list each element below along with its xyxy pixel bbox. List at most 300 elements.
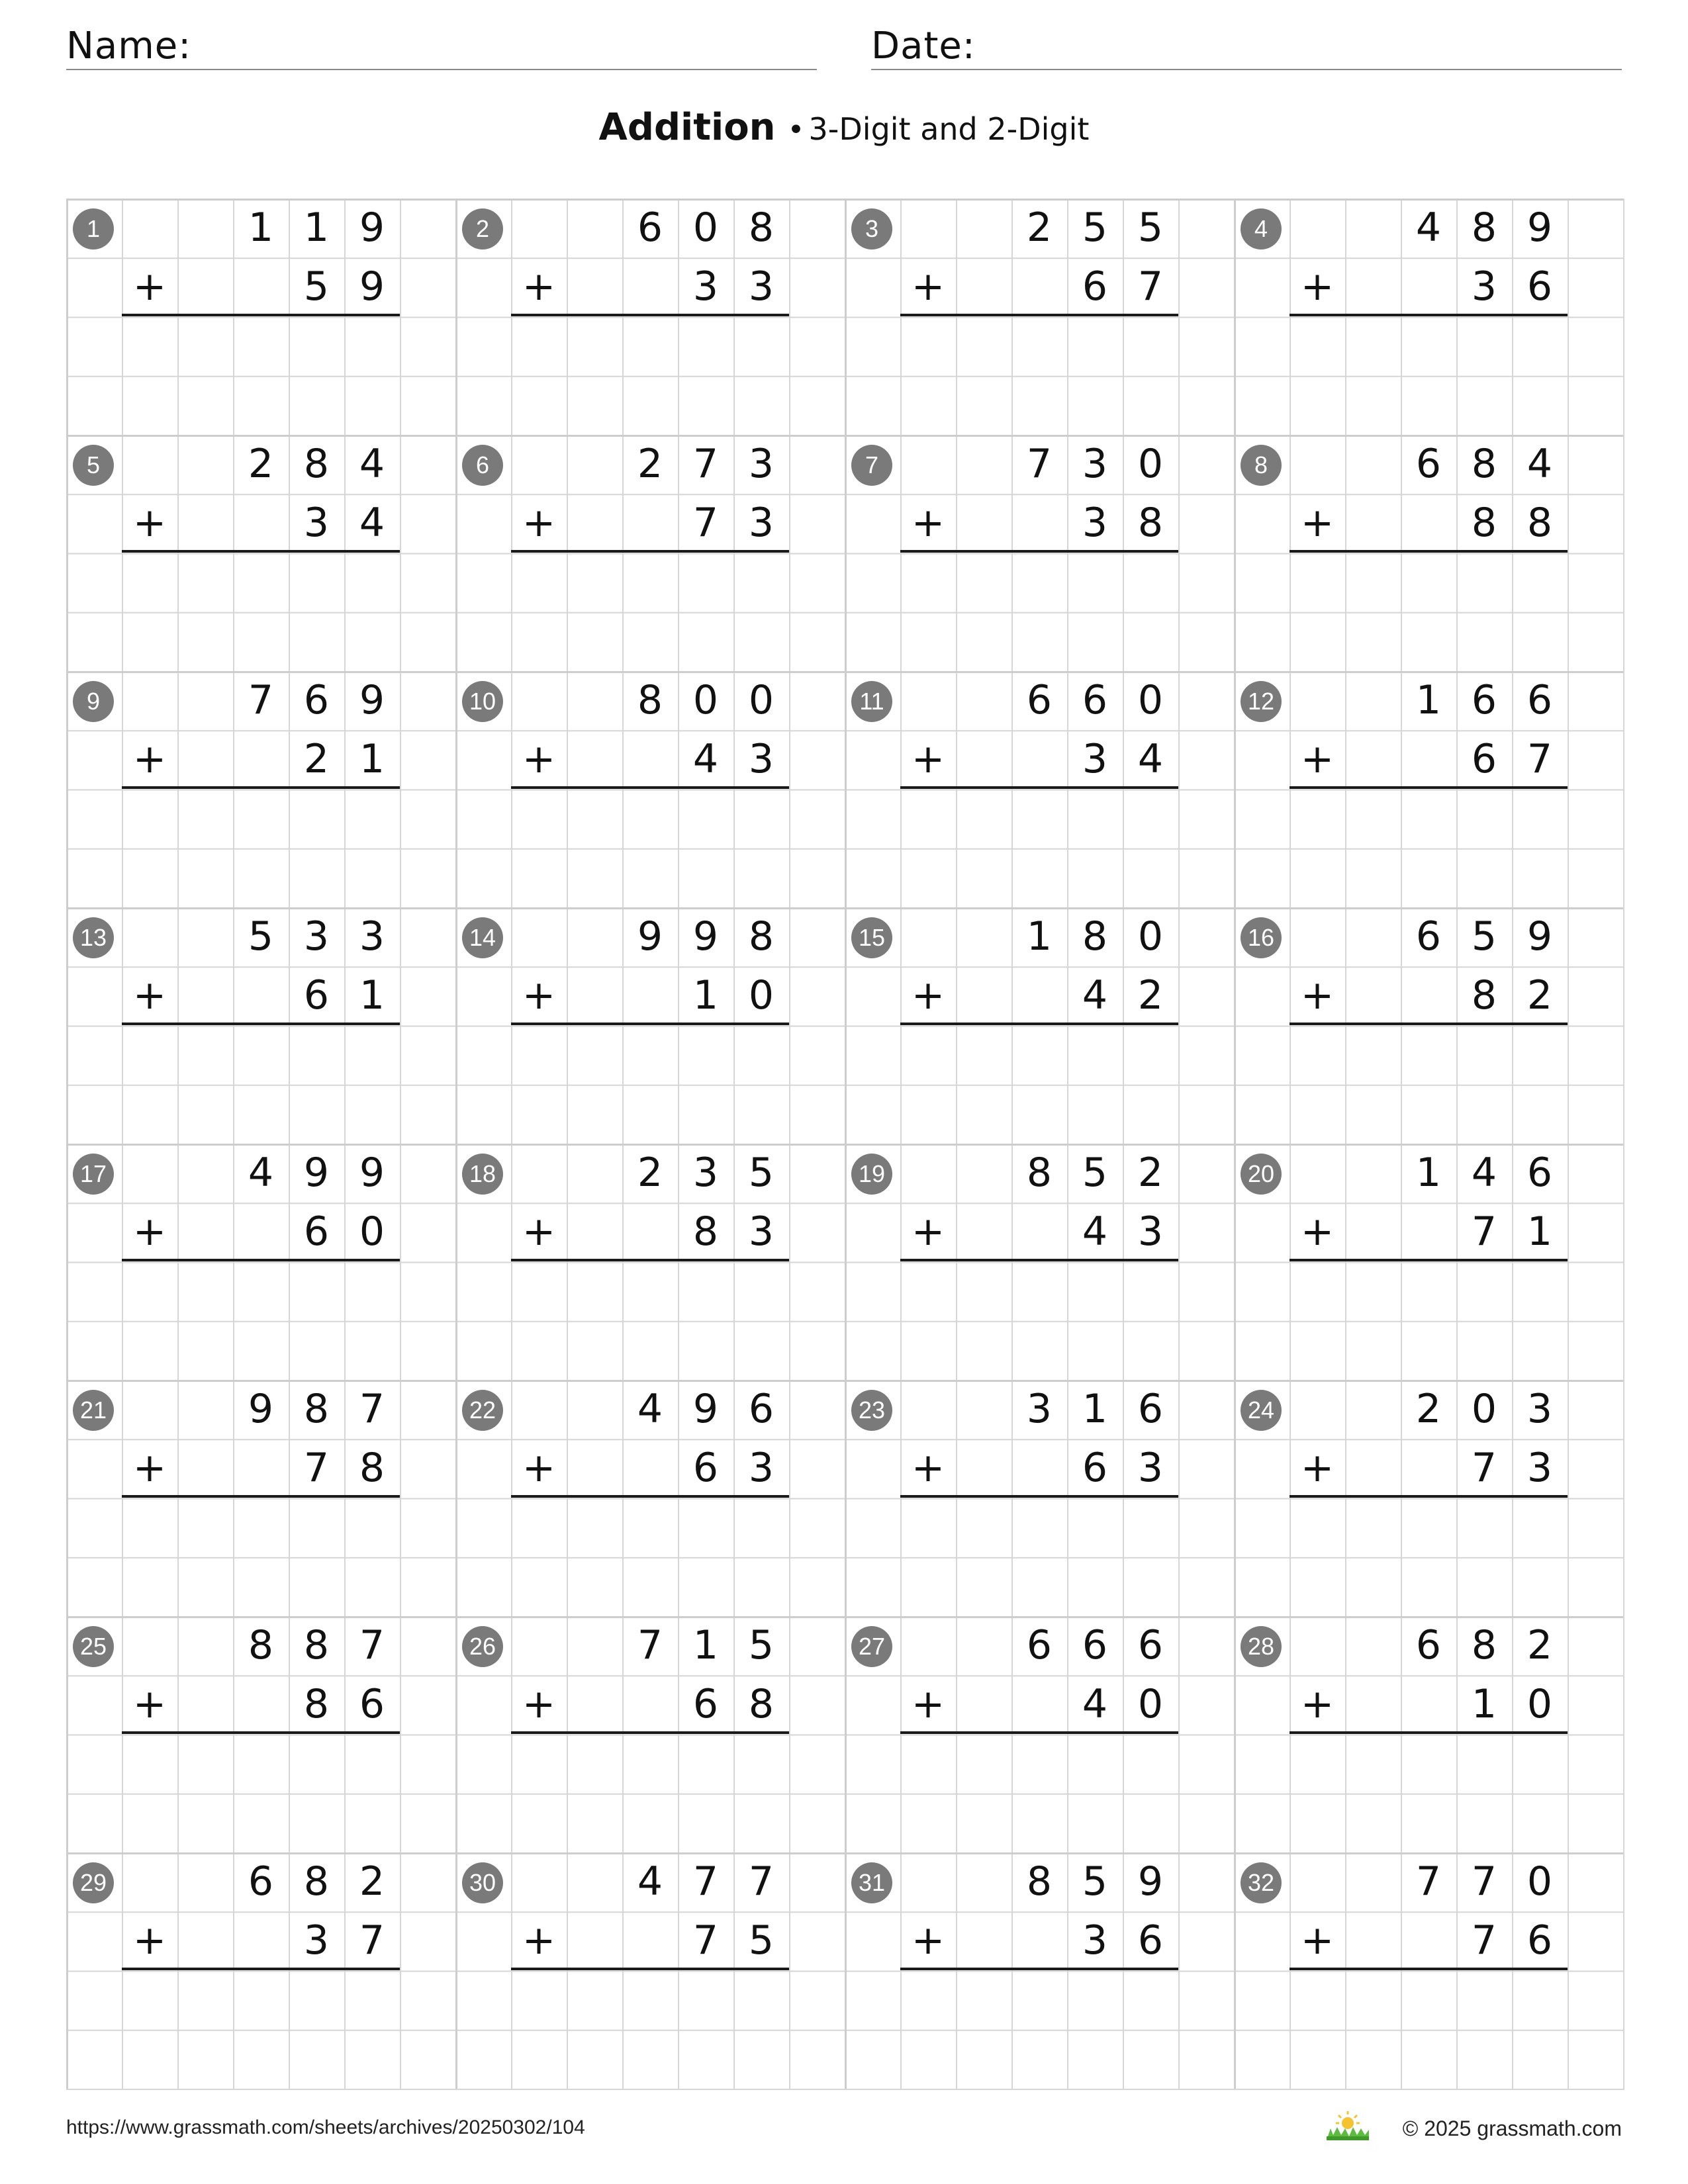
- top-digit: 4: [1415, 205, 1442, 251]
- bottom-digit: 7: [1526, 736, 1553, 783]
- problem-number-badge: 3: [851, 208, 892, 250]
- problem-block: [845, 199, 1234, 435]
- answer-line: [122, 1495, 400, 1498]
- top-digit: 8: [748, 205, 774, 251]
- bottom-digit: 3: [1471, 263, 1497, 310]
- plus-sign: +: [522, 500, 556, 546]
- answer-area[interactable]: [1289, 1971, 1568, 2030]
- problem-block: [1234, 1616, 1623, 1852]
- plus-sign: +: [132, 972, 167, 1019]
- top-digit: 8: [303, 1622, 330, 1668]
- top-digit: 6: [1415, 1622, 1442, 1668]
- answer-line: [1289, 1259, 1568, 1261]
- bottom-digit: 5: [303, 263, 330, 310]
- top-digit: 5: [248, 913, 274, 960]
- top-digit: 5: [748, 1622, 774, 1668]
- answer-area[interactable]: [900, 1498, 1178, 1557]
- problem-number-badge: 10: [462, 681, 503, 722]
- top-digit: 2: [1526, 1622, 1553, 1668]
- answer-area[interactable]: [122, 1971, 400, 2030]
- top-digit: 0: [692, 205, 719, 251]
- bottom-digit: 3: [1082, 500, 1108, 547]
- top-digit: 7: [748, 1858, 774, 1905]
- top-digit: 4: [248, 1150, 274, 1196]
- top-digit: 9: [1137, 1858, 1164, 1905]
- answer-area[interactable]: [122, 317, 400, 376]
- plus-sign: +: [522, 736, 556, 782]
- top-digit: 6: [748, 1386, 774, 1432]
- problem-block: [66, 671, 455, 907]
- top-digit: 2: [1415, 1386, 1442, 1432]
- top-digit: 3: [1026, 1386, 1053, 1432]
- problem-block: [455, 435, 845, 671]
- answer-line: [511, 1259, 789, 1261]
- answer-line: [122, 786, 400, 789]
- problem-block: [455, 907, 845, 1144]
- answer-line: [1289, 1023, 1568, 1025]
- answer-area[interactable]: [511, 1262, 789, 1321]
- top-digit: 9: [1526, 205, 1553, 251]
- problem-block: [66, 435, 455, 671]
- answer-area[interactable]: [511, 1735, 789, 1794]
- answer-line: [511, 550, 789, 553]
- problem-block: [845, 1380, 1234, 1616]
- top-digit: 6: [1526, 677, 1553, 723]
- bottom-digit: 1: [359, 972, 385, 1019]
- problem-number-badge: 16: [1241, 917, 1282, 958]
- plus-sign: +: [911, 500, 945, 546]
- bottom-digit: 7: [1471, 1917, 1497, 1964]
- answer-line: [1289, 1968, 1568, 1970]
- bottom-digit: 2: [1526, 972, 1553, 1019]
- top-digit: 7: [1026, 441, 1053, 487]
- bottom-digit: 6: [692, 1681, 719, 1728]
- problem-number-badge: 32: [1241, 1862, 1282, 1903]
- top-digit: 6: [1082, 1622, 1108, 1668]
- top-digit: 5: [1082, 1150, 1108, 1196]
- worksheet-title: [0, 106, 1688, 149]
- answer-area[interactable]: [900, 317, 1178, 376]
- problem-number-badge: 13: [73, 917, 114, 958]
- top-digit: 0: [748, 677, 774, 723]
- bottom-digit: 1: [692, 972, 719, 1019]
- problem-block: [455, 671, 845, 907]
- answer-line: [900, 550, 1178, 553]
- title-subtitle: 3-Digit and 2-Digit: [808, 111, 1090, 147]
- bottom-digit: 6: [1082, 1445, 1108, 1492]
- top-digit: 9: [359, 205, 385, 251]
- bottom-digit: 1: [359, 736, 385, 783]
- top-digit: 8: [303, 441, 330, 487]
- top-digit: 5: [1137, 205, 1164, 251]
- top-digit: 0: [692, 677, 719, 723]
- answer-area[interactable]: [511, 317, 789, 376]
- problem-block: [1234, 1144, 1623, 1380]
- bottom-digit: 6: [692, 1445, 719, 1492]
- answer-area[interactable]: [900, 1735, 1178, 1794]
- answer-area[interactable]: [1289, 1498, 1568, 1557]
- answer-area[interactable]: [122, 1026, 400, 1085]
- bottom-digit: 8: [359, 1445, 385, 1492]
- problem-block: [845, 435, 1234, 671]
- bottom-digit: 5: [748, 1917, 774, 1964]
- problem-number-badge: 9: [73, 681, 114, 722]
- answer-area[interactable]: [900, 1262, 1178, 1321]
- bottom-digit: 3: [748, 736, 774, 783]
- problem-block: [845, 671, 1234, 907]
- problem-number-badge: 28: [1241, 1626, 1282, 1667]
- top-digit: 6: [1415, 913, 1442, 960]
- problem-number-badge: 6: [462, 445, 503, 486]
- bottom-digit: 3: [748, 263, 774, 310]
- answer-line: [122, 1731, 400, 1734]
- top-digit: 3: [359, 913, 385, 960]
- bottom-digit: 0: [1137, 1681, 1164, 1728]
- plus-sign: +: [132, 736, 167, 782]
- answer-area[interactable]: [1289, 553, 1568, 612]
- problem-number-badge: 23: [851, 1390, 892, 1431]
- problem-number-badge: 30: [462, 1862, 503, 1903]
- bottom-digit: 7: [692, 500, 719, 547]
- bottom-digit: 6: [1137, 1917, 1164, 1964]
- bottom-digit: 0: [1526, 1681, 1553, 1728]
- top-digit: 6: [637, 205, 663, 251]
- answer-line: [1289, 314, 1568, 316]
- problem-number-badge: 20: [1241, 1154, 1282, 1195]
- problem-number-badge: 18: [462, 1154, 503, 1195]
- top-digit: 8: [1026, 1150, 1053, 1196]
- plus-sign: +: [522, 1917, 556, 1964]
- top-digit: 8: [303, 1386, 330, 1432]
- bottom-digit: 3: [1526, 1445, 1553, 1492]
- plus-sign: +: [911, 263, 945, 310]
- top-digit: 6: [1026, 1622, 1053, 1668]
- answer-area[interactable]: [511, 790, 789, 848]
- name-field[interactable]: [66, 12, 817, 70]
- bottom-digit: 8: [303, 1681, 330, 1728]
- top-digit: 2: [637, 1150, 663, 1196]
- problem-number-badge: 26: [462, 1626, 503, 1667]
- answer-line: [1289, 786, 1568, 789]
- top-digit: 7: [248, 677, 274, 723]
- problem-number-badge: 1: [73, 208, 114, 250]
- bottom-digit: 7: [1137, 263, 1164, 310]
- answer-line: [900, 1023, 1178, 1025]
- bottom-digit: 4: [1137, 736, 1164, 783]
- bottom-digit: 8: [1471, 500, 1497, 547]
- answer-area[interactable]: [122, 1262, 400, 1321]
- answer-line: [1289, 550, 1568, 553]
- problem-block: [845, 1144, 1234, 1380]
- problem-number-badge: 12: [1241, 681, 1282, 722]
- bottom-digit: 3: [1082, 736, 1108, 783]
- top-digit: 8: [1471, 205, 1497, 251]
- answer-line: [122, 314, 400, 316]
- answer-area[interactable]: [1289, 790, 1568, 848]
- answer-area[interactable]: [511, 553, 789, 612]
- plus-sign: +: [132, 500, 167, 546]
- top-digit: 7: [1415, 1858, 1442, 1905]
- answer-area[interactable]: [511, 1026, 789, 1085]
- bottom-digit: 0: [748, 972, 774, 1019]
- title-main: Addition: [598, 106, 776, 149]
- problem-block: [845, 907, 1234, 1144]
- bottom-digit: 3: [1137, 1445, 1164, 1492]
- top-digit: 9: [1526, 913, 1553, 960]
- problem-block: [1234, 671, 1623, 907]
- footer-copyright: © 2025 grassmath.com: [1402, 2116, 1622, 2140]
- problem-block: [1234, 907, 1623, 1144]
- answer-area[interactable]: [122, 790, 400, 848]
- bottom-digit: 6: [303, 972, 330, 1019]
- answer-line: [511, 1495, 789, 1498]
- answer-area[interactable]: [900, 553, 1178, 612]
- problem-number-badge: 14: [462, 917, 503, 958]
- top-digit: 8: [248, 1622, 274, 1668]
- title-separator: •: [787, 113, 805, 147]
- problem-block: [1234, 1852, 1623, 2089]
- top-digit: 9: [359, 677, 385, 723]
- bottom-digit: 8: [1137, 500, 1164, 547]
- bottom-digit: 3: [1137, 1208, 1164, 1255]
- answer-line: [122, 550, 400, 553]
- date-field[interactable]: [871, 12, 1622, 70]
- problem-number-badge: 7: [851, 445, 892, 486]
- bottom-digit: 3: [748, 1208, 774, 1255]
- top-digit: 0: [1137, 441, 1164, 487]
- problem-block: [455, 1852, 845, 2089]
- top-digit: 8: [1471, 441, 1497, 487]
- bottom-digit: 8: [1471, 972, 1497, 1019]
- top-digit: 2: [1137, 1150, 1164, 1196]
- problem-block: [66, 1144, 455, 1380]
- answer-area[interactable]: [1289, 1735, 1568, 1794]
- problem-number-badge: 22: [462, 1390, 503, 1431]
- problem-block: [66, 1616, 455, 1852]
- bottom-digit: 6: [1471, 736, 1497, 783]
- top-digit: 4: [637, 1386, 663, 1432]
- answer-line: [511, 1731, 789, 1734]
- problem-block: [455, 1144, 845, 1380]
- bottom-digit: 4: [1082, 1208, 1108, 1255]
- answer-area[interactable]: [900, 790, 1178, 848]
- problem-number-badge: 4: [1241, 208, 1282, 250]
- answer-line: [122, 1968, 400, 1970]
- problem-number-badge: 2: [462, 208, 503, 250]
- plus-sign: +: [132, 263, 167, 310]
- top-digit: 9: [692, 913, 719, 960]
- plus-sign: +: [522, 1208, 556, 1255]
- bottom-digit: 9: [359, 263, 385, 310]
- plus-sign: +: [1300, 972, 1335, 1019]
- plus-sign: +: [911, 1208, 945, 1255]
- bottom-digit: 7: [359, 1917, 385, 1964]
- top-digit: 3: [748, 441, 774, 487]
- problem-block: [66, 199, 455, 435]
- plus-sign: +: [1300, 1917, 1335, 1964]
- answer-line: [900, 1731, 1178, 1734]
- top-digit: 9: [248, 1386, 274, 1432]
- answer-area[interactable]: [511, 1498, 789, 1557]
- answer-line: [900, 786, 1178, 789]
- plus-sign: +: [522, 263, 556, 310]
- bottom-digit: 6: [1526, 263, 1553, 310]
- top-digit: 6: [248, 1858, 274, 1905]
- answer-line: [900, 314, 1178, 316]
- bottom-digit: 7: [1471, 1445, 1497, 1492]
- answer-area[interactable]: [900, 1026, 1178, 1085]
- plus-sign: +: [1300, 1445, 1335, 1491]
- top-digit: 2: [359, 1858, 385, 1905]
- problem-block: [66, 1852, 455, 2089]
- top-digit: 1: [248, 205, 274, 251]
- top-digit: 8: [303, 1858, 330, 1905]
- plus-sign: +: [1300, 736, 1335, 782]
- bottom-digit: 6: [303, 1208, 330, 1255]
- bottom-digit: 4: [692, 736, 719, 783]
- answer-line: [511, 786, 789, 789]
- top-digit: 8: [1082, 913, 1108, 960]
- plus-sign: +: [522, 972, 556, 1019]
- answer-area[interactable]: [1289, 317, 1568, 376]
- top-digit: 7: [1471, 1858, 1497, 1905]
- answer-line: [122, 1259, 400, 1261]
- plus-sign: +: [911, 1681, 945, 1727]
- top-digit: 1: [1082, 1386, 1108, 1432]
- top-digit: 6: [1026, 677, 1053, 723]
- top-digit: 6: [1415, 441, 1442, 487]
- answer-area[interactable]: [122, 553, 400, 612]
- top-digit: 8: [637, 677, 663, 723]
- top-digit: 9: [692, 1386, 719, 1432]
- plus-sign: +: [132, 1681, 167, 1727]
- top-digit: 0: [1137, 913, 1164, 960]
- plus-sign: +: [1300, 1208, 1335, 1255]
- top-digit: 6: [1137, 1386, 1164, 1432]
- top-digit: 6: [303, 677, 330, 723]
- answer-line: [1289, 1495, 1568, 1498]
- top-digit: 3: [692, 1150, 719, 1196]
- top-digit: 1: [1415, 677, 1442, 723]
- bottom-digit: 3: [303, 500, 330, 547]
- answer-line: [511, 314, 789, 316]
- problem-block: [66, 907, 455, 1144]
- plus-sign: +: [132, 1208, 167, 1255]
- date-label: Date:: [871, 24, 976, 68]
- top-digit: 3: [303, 913, 330, 960]
- top-digit: 5: [1082, 1858, 1108, 1905]
- problem-number-badge: 29: [73, 1862, 114, 1903]
- top-digit: 7: [359, 1622, 385, 1668]
- answer-area[interactable]: [122, 1735, 400, 1794]
- top-digit: 7: [692, 441, 719, 487]
- problem-block: [845, 1616, 1234, 1852]
- answer-area[interactable]: [900, 1971, 1178, 2030]
- problem-number-badge: 25: [73, 1626, 114, 1667]
- bottom-digit: 1: [1471, 1681, 1497, 1728]
- bottom-digit: 7: [1471, 1208, 1497, 1255]
- plus-sign: +: [522, 1681, 556, 1727]
- bottom-digit: 6: [359, 1681, 385, 1728]
- top-digit: 4: [359, 441, 385, 487]
- problem-number-badge: 24: [1241, 1390, 1282, 1431]
- plus-sign: +: [911, 972, 945, 1019]
- answer-area[interactable]: [511, 1971, 789, 2030]
- bottom-digit: 3: [303, 1917, 330, 1964]
- answer-area[interactable]: [122, 1498, 400, 1557]
- answer-line: [511, 1023, 789, 1025]
- answer-line: [900, 1259, 1178, 1261]
- problem-number-badge: 31: [851, 1862, 892, 1903]
- top-digit: 1: [1415, 1150, 1442, 1196]
- grass-sun-logo-icon: [1324, 2109, 1372, 2142]
- top-digit: 0: [1471, 1386, 1497, 1432]
- problem-block: [1234, 199, 1623, 435]
- top-digit: 2: [637, 441, 663, 487]
- top-digit: 9: [637, 913, 663, 960]
- name-label: Name:: [66, 24, 192, 68]
- plus-sign: +: [911, 736, 945, 782]
- top-digit: 5: [748, 1150, 774, 1196]
- top-digit: 1: [692, 1622, 719, 1668]
- plus-sign: +: [1300, 263, 1335, 310]
- top-digit: 5: [1082, 205, 1108, 251]
- problem-block: [66, 1380, 455, 1616]
- problem-block: [845, 1852, 1234, 2089]
- top-digit: 6: [1137, 1622, 1164, 1668]
- plus-sign: +: [1300, 1681, 1335, 1727]
- top-digit: 4: [1526, 441, 1553, 487]
- problem-number-badge: 11: [851, 681, 892, 722]
- bottom-digit: 3: [1082, 1917, 1108, 1964]
- answer-area[interactable]: [1289, 1262, 1568, 1321]
- top-digit: 2: [248, 441, 274, 487]
- top-digit: 3: [1526, 1386, 1553, 1432]
- plus-sign: +: [911, 1445, 945, 1491]
- top-digit: 0: [1526, 1858, 1553, 1905]
- answer-area[interactable]: [1289, 1026, 1568, 1085]
- problem-block: [455, 1380, 845, 1616]
- problem-number-badge: 15: [851, 917, 892, 958]
- top-digit: 7: [359, 1386, 385, 1432]
- top-digit: 2: [1026, 205, 1053, 251]
- top-digit: 7: [692, 1858, 719, 1905]
- plus-sign: +: [1300, 500, 1335, 546]
- top-digit: 9: [359, 1150, 385, 1196]
- top-digit: 6: [1082, 677, 1108, 723]
- answer-line: [900, 1495, 1178, 1498]
- top-digit: 6: [1526, 1150, 1553, 1196]
- answer-line: [900, 1968, 1178, 1970]
- bottom-digit: 2: [303, 736, 330, 783]
- top-digit: 8: [1026, 1858, 1053, 1905]
- top-digit: 5: [1471, 913, 1497, 960]
- bottom-digit: 6: [1082, 263, 1108, 310]
- answer-line: [1289, 1731, 1568, 1734]
- bottom-digit: 8: [692, 1208, 719, 1255]
- top-digit: 8: [748, 913, 774, 960]
- footer-url: https://www.grassmath.com/sheets/archives/20250302/104: [66, 2116, 585, 2138]
- plus-sign: +: [522, 1445, 556, 1491]
- plus-sign: +: [132, 1917, 167, 1964]
- top-digit: 8: [1471, 1622, 1497, 1668]
- bottom-digit: 3: [748, 500, 774, 547]
- problem-number-badge: 21: [73, 1390, 114, 1431]
- bottom-digit: 1: [1526, 1208, 1553, 1255]
- bottom-digit: 2: [1137, 972, 1164, 1019]
- answer-line: [511, 1968, 789, 1970]
- top-digit: 1: [1026, 913, 1053, 960]
